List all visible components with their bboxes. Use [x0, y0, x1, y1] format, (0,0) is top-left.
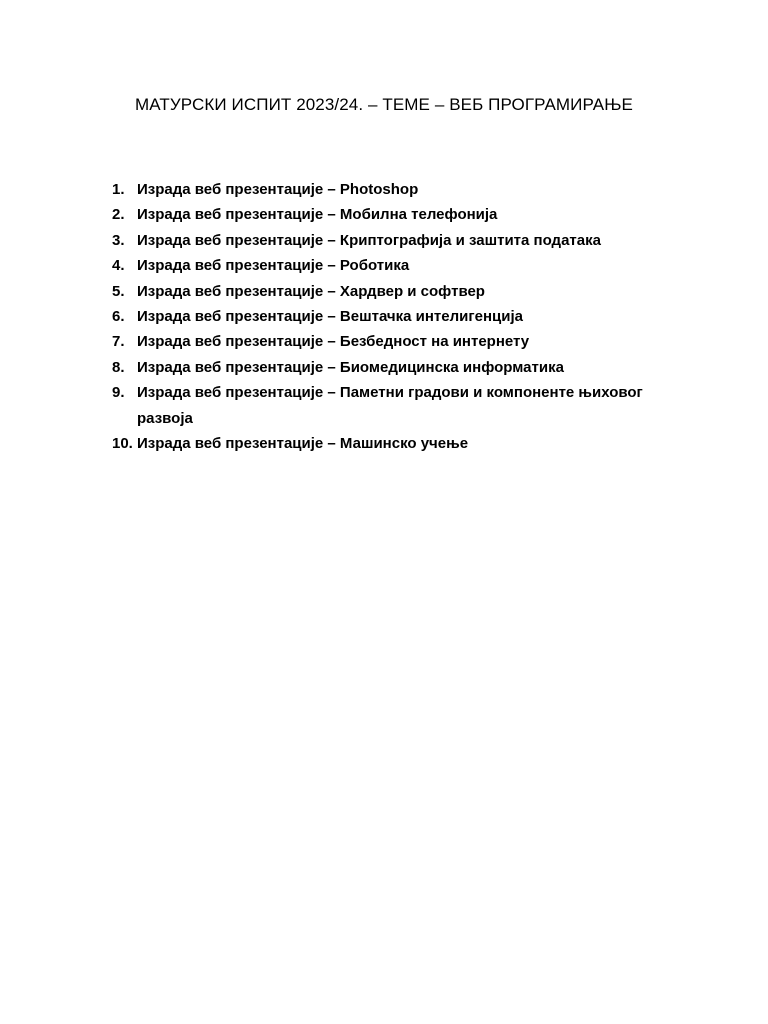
topic-number: 1.: [112, 181, 125, 198]
topic-item-2: [112, 202, 702, 227]
topic-text: Израда веб презентације – Биомедицинска информатика: [137, 358, 564, 376]
topic-item-3: [112, 228, 702, 253]
topic-number: 4.: [112, 257, 125, 275]
topic-text: Израда веб презентације – Безбедност на интернету: [137, 333, 530, 351]
topic-text: Израда веб презентације – Машинско учење: [137, 435, 469, 453]
topic-item-6: [112, 304, 702, 329]
topic-number: 9.: [112, 384, 125, 402]
topic-item-10: [112, 431, 702, 456]
topic-text: Израда веб презентације – Вештачка интелигенција: [137, 308, 523, 326]
topic-list: [112, 177, 702, 456]
topic-item-5: [112, 279, 702, 304]
topic-item-4: [112, 253, 702, 278]
topic-number: 7.: [112, 333, 125, 351]
topic-text: Израда веб презентације – Криптографија и заштита података: [137, 231, 601, 249]
topic-number: 5.: [112, 282, 125, 300]
topic-item-7: [112, 329, 702, 354]
document-title: МАТУРСКИ ИСПИТ 2023/24. – ТЕМЕ – ВЕБ ПРОГРАМИРАЊЕ: [135, 95, 633, 114]
topic-item-8: [112, 355, 702, 380]
topic-number: 8.: [112, 358, 125, 376]
topic-text: Израда веб презентације – Роботика: [137, 257, 410, 275]
topic-item-1: [112, 177, 702, 202]
topic-number: 3.: [112, 231, 125, 249]
topic-text: Израда веб презентације – Паметни градови и компоненте њиховог развоја: [137, 384, 643, 427]
topic-text: Израда веб презентације – Photoshop: [137, 181, 419, 198]
topic-text: Израда веб презентације – Мобилна телефонија: [137, 206, 498, 224]
topic-item-9: [112, 380, 702, 431]
topic-number: 6.: [112, 308, 125, 326]
topic-number: 10.: [112, 435, 133, 453]
topic-text: Израда веб презентације – Хардвер и софтвер: [137, 282, 485, 300]
topic-number: 2.: [112, 206, 125, 224]
